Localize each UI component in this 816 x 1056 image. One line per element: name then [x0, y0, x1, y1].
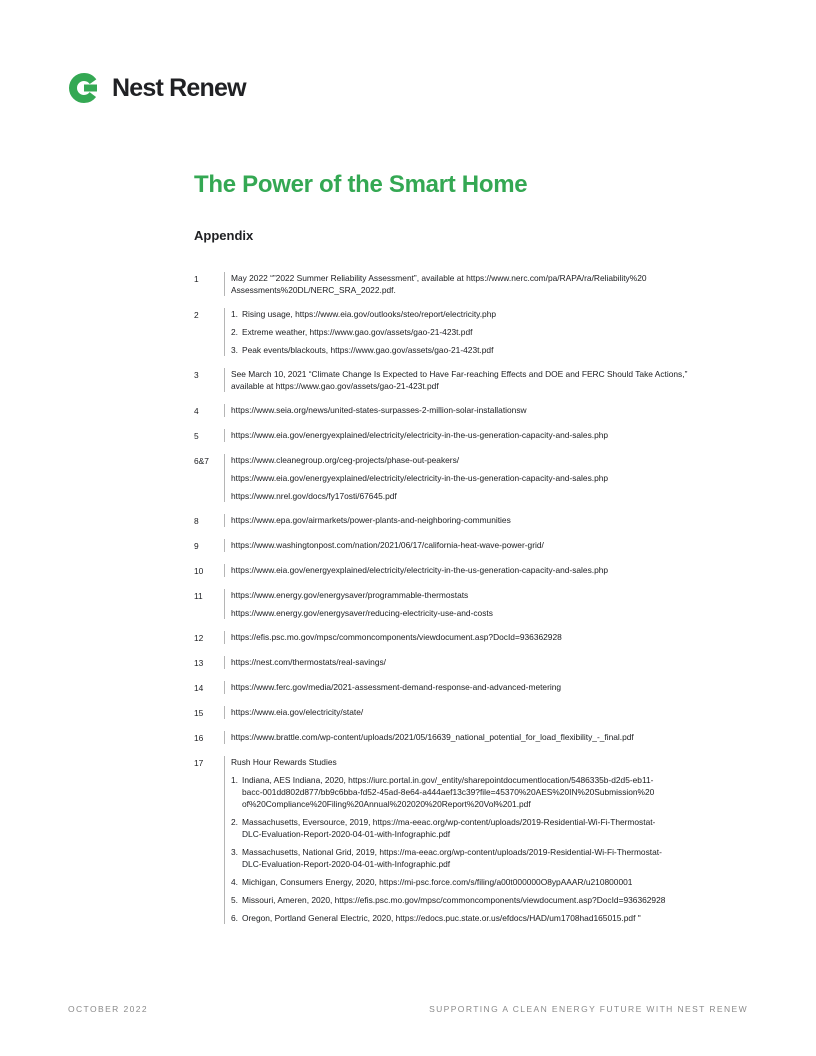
endnote-body [224, 731, 754, 744]
endnote-number: 9 [194, 541, 199, 551]
endnote-number: 16 [194, 733, 204, 743]
endnote [194, 656, 754, 669]
text-line: https://efis.psc.mo.gov/mpsc/commoncomponents/viewdocument.asp?DocId=936362928 [231, 632, 562, 642]
text-line: May 2022 “”2022 Summer Reliability Assessment”, available at https://www.nerc.com/pa/RAPA/ra/Reliability%20 [231, 273, 647, 283]
list-item-text [242, 326, 754, 338]
list-item [231, 876, 754, 888]
endnote-body [224, 631, 754, 644]
endnote-number: 3 [194, 370, 199, 380]
endnote-number: 12 [194, 633, 204, 643]
endnote-body [224, 404, 754, 417]
list-item [231, 846, 754, 870]
endnote-number: 5 [194, 431, 199, 441]
text-line: DLC-Evaluation-Report-2020-04-01-with-Infographic.pdf [242, 859, 451, 869]
endnote-number: 1 [194, 274, 199, 284]
text-line: DLC-Evaluation-Report-2020-04-01-with-Infographic.pdf [242, 829, 451, 839]
text-line: https://www.eia.gov/energyexplained/electricity/electricity-in-the-us-generation-capacity-and-sales.php [231, 565, 609, 575]
list-item [231, 894, 754, 906]
endnote-body [224, 514, 754, 527]
endnote-text [231, 429, 754, 441]
endnote-body [224, 564, 754, 577]
list-item-number: 3. [231, 345, 238, 355]
list-item [231, 816, 754, 840]
endnote-body [224, 454, 754, 502]
endnote [194, 429, 754, 442]
brand-logo [68, 72, 246, 104]
endnote-number: 10 [194, 566, 204, 576]
endnote [194, 564, 754, 577]
text-line: https://www.eia.gov/electricity/state/ [231, 707, 364, 717]
text-line: Extreme weather, https://www.gao.gov/assets/gao-21-423t.pdf [242, 327, 473, 337]
text-line: of%20Compliance%20Filing%20Annual%202020%20Report%20Vol%201.pdf [242, 799, 531, 809]
text-line: https://www.eia.gov/energyexplained/electricity/electricity-in-the-us-generation-capacity-and-sales.php [231, 430, 609, 440]
endnotes-list [194, 272, 754, 936]
endnote-text [231, 404, 754, 416]
text-line: Missouri, Ameren, 2020, https://efis.psc.mo.gov/mpsc/commoncomponents/viewdocument.asp?DocId=936362928 [242, 895, 666, 905]
endnote-link: https://www.cleanegroup.org/ceg-projects/phase-out-peakers/ [231, 455, 460, 465]
text-line: https://www.epa.gov/airmarkets/power-plants-and-neighboring-communities [231, 515, 511, 525]
list-item-number: 3. [231, 847, 238, 857]
endnote [194, 539, 754, 552]
text-line: Rising usage, https://www.eia.gov/outlooks/steo/report/electricity.php [242, 309, 497, 319]
endnote [194, 706, 754, 719]
endnote-number: 6&7 [194, 456, 209, 466]
endnote-body [224, 539, 754, 552]
endnote-body [224, 756, 754, 924]
endnote-body [224, 706, 754, 719]
endnote-text [231, 564, 754, 576]
list-item-text [242, 912, 754, 924]
list-item [231, 912, 754, 924]
endnote [194, 589, 754, 619]
footer-tagline: SUPPORTING A CLEAN ENERGY FUTURE WITH NEST RENEW [429, 1004, 748, 1014]
endnote-text [231, 368, 754, 392]
brand-name: Nest Renew [112, 74, 246, 102]
endnote-number: 11 [194, 591, 203, 601]
list-item [231, 308, 754, 320]
endnote [194, 731, 754, 744]
text-line: https://www.ferc.gov/media/2021-assessment-demand-response-and-advanced-metering [231, 682, 562, 692]
endnote-text [231, 681, 754, 693]
endnote-text [231, 272, 754, 296]
endnote [194, 631, 754, 644]
list-item-number: 5. [231, 895, 238, 905]
text-line: Oregon, Portland General Electric, 2020, https://edocs.puc.state.or.us/efdocs/HAD/um1708had165015.pdf " [242, 913, 641, 923]
google-g-icon [68, 72, 100, 104]
text-line: Peak events/blackouts, https://www.gao.gov/assets/gao-21-423t.pdf [242, 345, 494, 355]
list-item [231, 344, 754, 356]
page-title: The Power of the Smart Home [194, 171, 528, 198]
list-item-number: 1. [231, 309, 238, 319]
endnote-number: 4 [194, 406, 199, 416]
list-item [231, 774, 754, 810]
endnote-number: 14 [194, 683, 204, 693]
text-line: Massachusetts, National Grid, 2019, https://ma-eeac.org/wp-content/uploads/2019-Residential-Wi-Fi-Thermostat- [242, 847, 662, 857]
endnote-link: https://www.nrel.gov/docs/fy17osti/67645.pdf [231, 491, 397, 501]
endnote-heading: Rush Hour Rewards Studies [231, 757, 337, 767]
list-item [231, 326, 754, 338]
endnote-text [231, 631, 754, 643]
text-line: Massachusetts, Eversource, 2019, https://ma-eeac.org/wp-content/uploads/2019-Residential-Wi-Fi-Thermostat- [242, 817, 656, 827]
endnote-text [231, 514, 754, 526]
list-item-text [242, 876, 754, 888]
list-item-text [242, 816, 754, 840]
endnote-body [224, 429, 754, 442]
endnote-number: 17 [194, 758, 204, 768]
list-item-text [242, 774, 754, 810]
endnote-number: 2 [194, 310, 199, 320]
text-line: available at https://www.gao.gov/assets/gao-21-423t.pdf [231, 381, 439, 391]
text-line: Assessments%20DL/NERC_SRA_2022.pdf. [231, 285, 396, 295]
endnote-text [231, 706, 754, 718]
endnote-number: 8 [194, 516, 199, 526]
endnote-number: 13 [194, 658, 204, 668]
endnote [194, 514, 754, 527]
text-line: See March 10, 2021 “Climate Change Is Expected to Have Far-reaching Effects and DOE and FERC Should Take Actions,” [231, 369, 688, 379]
list-item-text [242, 894, 754, 906]
text-line: https://www.seia.org/news/united-states-surpasses-2-million-solar-installationsw [231, 405, 527, 415]
endnote-link: https://www.energy.gov/energysaver/programmable-thermostats [231, 590, 469, 600]
list-item-text [242, 846, 754, 870]
endnote-body [224, 272, 754, 296]
text-line: Michigan, Consumers Energy, 2020, https://mi-psc.force.com/s/filing/a00t000000O8ypAAAR/u210800001 [242, 877, 633, 887]
section-heading: Appendix [194, 228, 254, 243]
endnote-body [224, 308, 754, 356]
endnote [194, 272, 754, 296]
list-item-number: 2. [231, 327, 238, 337]
endnote [194, 756, 754, 924]
text-line: Indiana, AES Indiana, 2020, https://iurc.portal.in.gov/_entity/sharepointdocumentlocation/5486335b-d2d5-eb11- [242, 775, 654, 785]
endnote-body [224, 589, 754, 619]
text-line: https://www.washingtonpost.com/nation/2021/06/17/california-heat-wave-power-grid/ [231, 540, 544, 550]
list-item-number: 4. [231, 877, 238, 887]
endnote-text [231, 656, 754, 668]
endnote [194, 368, 754, 392]
text-line: https://www.brattle.com/wp-content/uploads/2021/05/16639_national_potential_for_load_flexibility_-_final.pdf [231, 732, 634, 742]
endnote-link: https://www.energy.gov/energysaver/reducing-electricity-use-and-costs [231, 608, 493, 618]
endnote-body [224, 368, 754, 392]
footer-date: OCTOBER 2022 [68, 1004, 148, 1014]
list-item-number: 1. [231, 775, 238, 785]
endnote [194, 404, 754, 417]
text-line: bacc-001dd802d877/bb9c6bba-fd52-45ad-8e64-a444aef13c39?file=45370%20AES%20IN%20Submission%20 [242, 787, 655, 797]
text-line: https://nest.com/thermostats/real-savings/ [231, 657, 386, 667]
endnote-body [224, 656, 754, 669]
endnote [194, 681, 754, 694]
list-item-number: 6. [231, 913, 238, 923]
list-item-text [242, 308, 754, 320]
list-item-number: 2. [231, 817, 238, 827]
list-item-text [242, 344, 754, 356]
endnote-text [231, 731, 754, 743]
endnote [194, 308, 754, 356]
endnote-text [231, 539, 754, 551]
endnote-number: 15 [194, 708, 204, 718]
endnote [194, 454, 754, 502]
endnote-link: https://www.eia.gov/energyexplained/electricity/electricity-in-the-us-generation-capacity-and-sales.php [231, 473, 609, 483]
endnote-body [224, 681, 754, 694]
